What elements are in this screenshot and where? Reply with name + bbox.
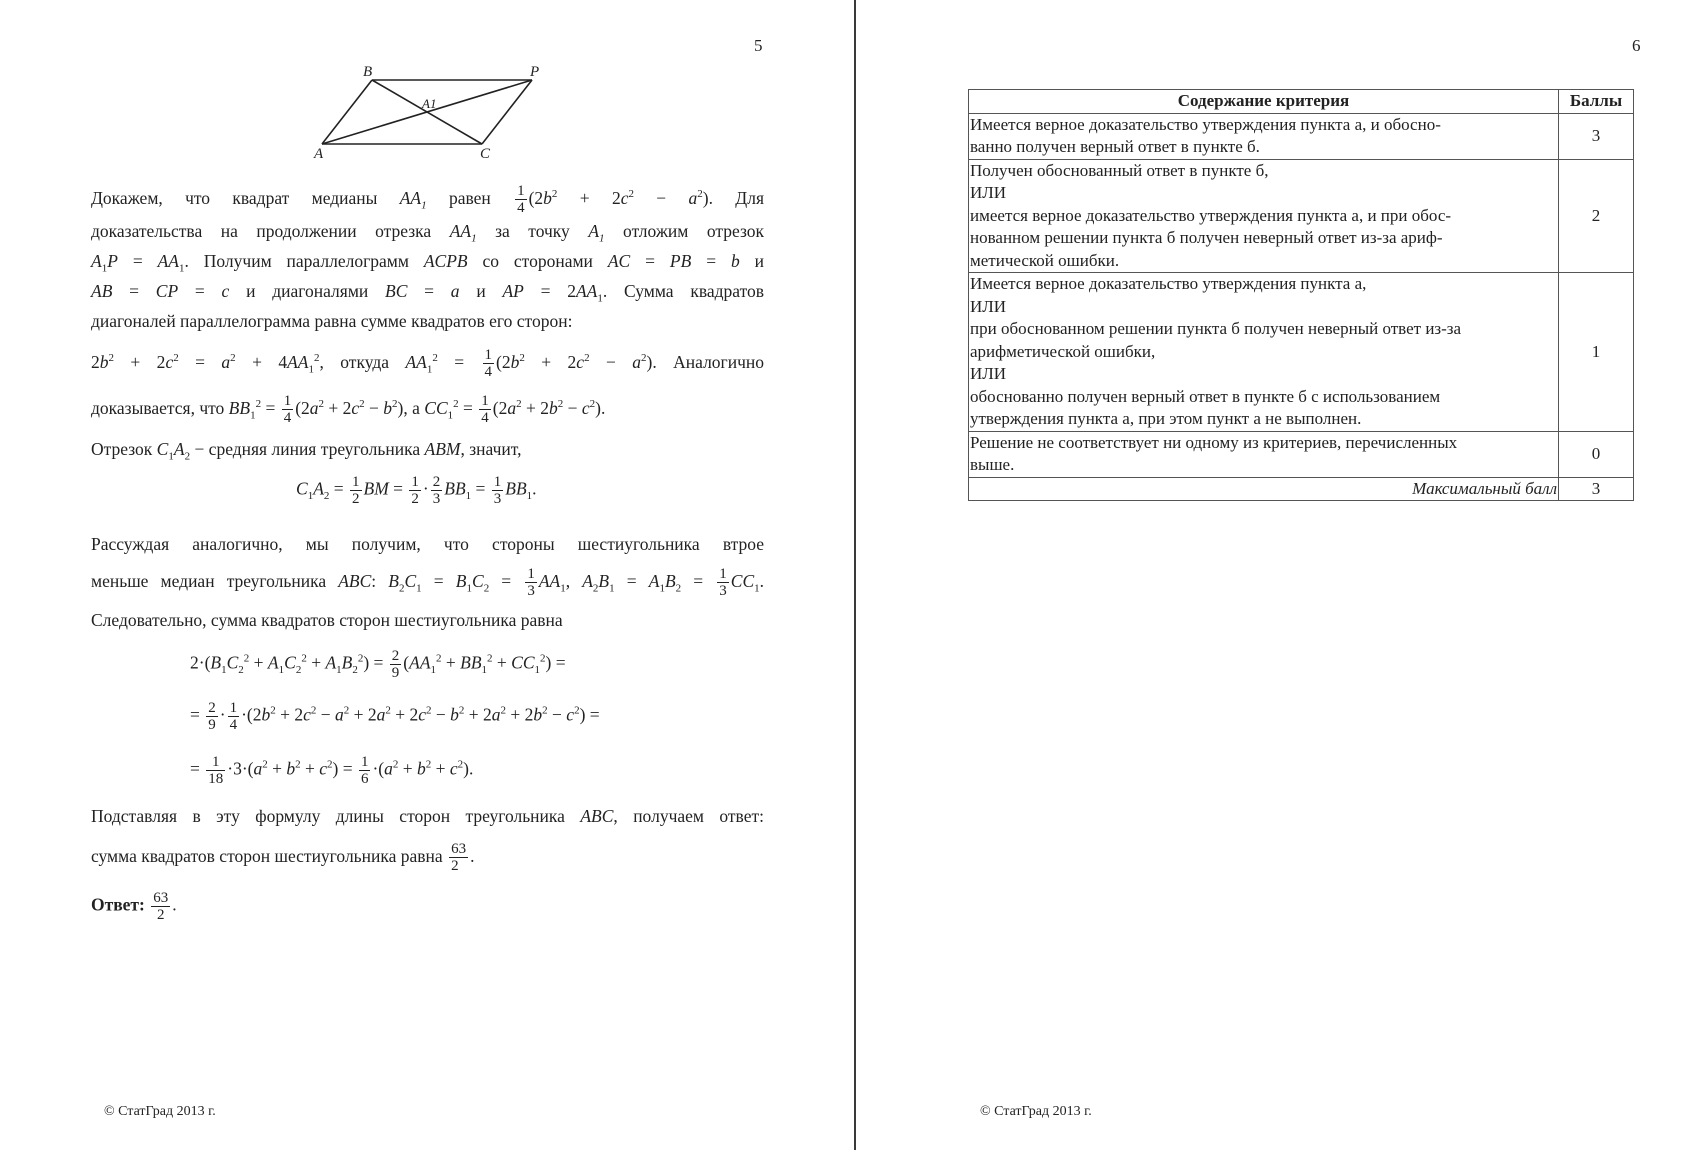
max-score-value: 3 [1559, 477, 1634, 501]
answer: Ответ: $\frac{63}{2}$ . [91, 890, 177, 923]
proof-paragraph-3: Рассуждая аналогично, мы получим, что стороны шестиугольника втрое меньше медиан треугольника ABC: $B_2C_1 = B_1C_2$ = $\frac{1}{3}$ $AA_1$, $A_2B_1 = A_1B_2$ = $\frac{1}{3}$ $CC_1$. Следовательно, сумма квадратов сторон шестиугольника равна [91, 534, 764, 630]
header-criterion: Содержание критерия [969, 90, 1559, 114]
footer-copyright: © СтатГрад 2013 г. [980, 1104, 1092, 1119]
criterion-line: Получен обоснованный ответ в пункте б, [970, 160, 1269, 180]
max-score-label: Максимальный балл [969, 477, 1559, 501]
table-row [969, 113, 1634, 159]
criterion-line: Имеется верное доказательство утверждения пункта а, [970, 274, 1367, 293]
criterion-line: имеется верное доказательство утверждения пункта а, и при обос- [970, 205, 1452, 225]
criterion-description [969, 159, 1559, 273]
proof-paragraph-5: Подставляя в эту формулу длины сторон треугольника ABC, получаем ответ: сумма квадратов сторон шестиугольника равна $\frac{63}{2}$ . [91, 806, 764, 875]
criterion-description [969, 431, 1559, 477]
page-divider [854, 0, 856, 1150]
criterion-points: 3 [1559, 113, 1634, 159]
label-a1: A1 [422, 96, 437, 111]
side-pc [482, 80, 532, 144]
page-number: 6 [1632, 36, 1641, 55]
hexagon-sum-formula-1: $2\cdot(B_1C_2^2 + A_1C_2^2 + A_1B_2^2)$ = $\frac{2}{9}$ $(AA_1^2 + BB_1^2 + CC_1^2)$ = [190, 648, 566, 681]
header-points: Баллы [1559, 90, 1634, 114]
table-row [969, 431, 1634, 477]
criterion-line: ИЛИ [970, 296, 1007, 316]
criterion-line: утверждения пункта а, при этом пункт а не выполнен. [970, 409, 1362, 428]
label-p: P [530, 64, 540, 80]
criterion-line: ИЛИ [970, 183, 1007, 202]
hexagon-sum-formula-3: = $\frac{1}{18}$ $\cdot 3\cdot(a^2 + b^2 + c^2)$ = $\frac{1}{6}$ $\cdot(a^2 + b^2 + c^2)$. [190, 754, 474, 787]
parallelogram-figure [310, 58, 550, 162]
midline-formula: $C_1A_2$ = $\frac{1}{2}$ BM = $\frac{1}{2}$ · $\frac{2}{3}$ $BB_1$ = $\frac{1}{3}$ $BB_1$. [296, 474, 537, 507]
hexagon-sum-formula-2: = $\frac{2}{9}$ · $\frac{1}{4}$ $\cdot(2b^2 + 2c^2 - a^2 + 2a^2 + 2c^2 - b^2 + 2a^2 + 2b^2 - c^2)$ = [190, 700, 600, 733]
footer-copyright: © СтатГрад 2013 г. [104, 1104, 216, 1119]
side-ab [322, 80, 372, 144]
label-b: B [363, 64, 373, 80]
criterion-line: Решение не соответствует ни одному из критериев, перечисленных [970, 432, 1458, 452]
criterion-line: при обоснованном решении пункта б получен неверный ответ из-за [970, 319, 1462, 338]
proof-paragraph-1: Докажем, что квадрат медианы $AA_1$ равен $\frac{1}{4}$ $(2b^2 + 2c^2 - a^2)$. Для доказательства на продолжении отрезка $AA_1$ за точку $A_1$ отложим отрезок $A_1P = AA_1$. Получим параллелограмм ACPB со сторонами AC = PB = b и AB = CP = c и диагоналями BC = a и AP = $2AA_1$. Сумма квадратов диагоналей параллелограмма равна сумме квадратов его сторон: $2b^2 + 2c^2 = a^2 + 4AA_1^2$, откуда $AA_1^2$ = $\frac{1}{4}$ $(2b^2 + 2c^2 - a^2)$. Аналогично доказывается, что $BB_1^2$ = $\frac{1}{4}$ $(2a^2 + 2c^2 - b^2)$, а $CC_1^2$ = $\frac{1}{4}$ $(2a^2 + 2b^2 - c^2)$. Отрезок $C_1A_2$ − средняя линия треугольника ABM, значит, [91, 183, 765, 463]
label-c: C [480, 146, 491, 162]
table-row [969, 159, 1634, 273]
max-score-row [969, 477, 1634, 501]
criterion-line: метической ошибки. [970, 250, 1120, 270]
criterion-line: арифметической ошибки, [970, 341, 1156, 361]
criterion-line: выше. [970, 455, 1015, 474]
page-number: 5 [754, 36, 763, 55]
criterion-line: ИЛИ [970, 364, 1007, 383]
criterion-line: нованном решении пункта б получен неверный ответ из-за ариф- [970, 228, 1443, 247]
grading-criteria-table [968, 89, 1634, 501]
diagonal-ap [322, 80, 532, 144]
criterion-line: обоснованно получен верный ответ в пункте б с использованием [970, 386, 1441, 406]
criterion-description [969, 273, 1559, 432]
table-row [969, 273, 1634, 432]
criterion-line: ванно получен верный ответ в пункте б. [970, 137, 1260, 156]
table-header-row [969, 90, 1634, 114]
label-a: A [314, 146, 324, 162]
criterion-line: Имеется верное доказательство утверждения пункта а, и обосно- [970, 114, 1441, 134]
criterion-description [969, 113, 1559, 159]
criterion-points: 1 [1559, 273, 1634, 432]
criterion-points: 2 [1559, 159, 1634, 273]
criterion-points: 0 [1559, 431, 1634, 477]
